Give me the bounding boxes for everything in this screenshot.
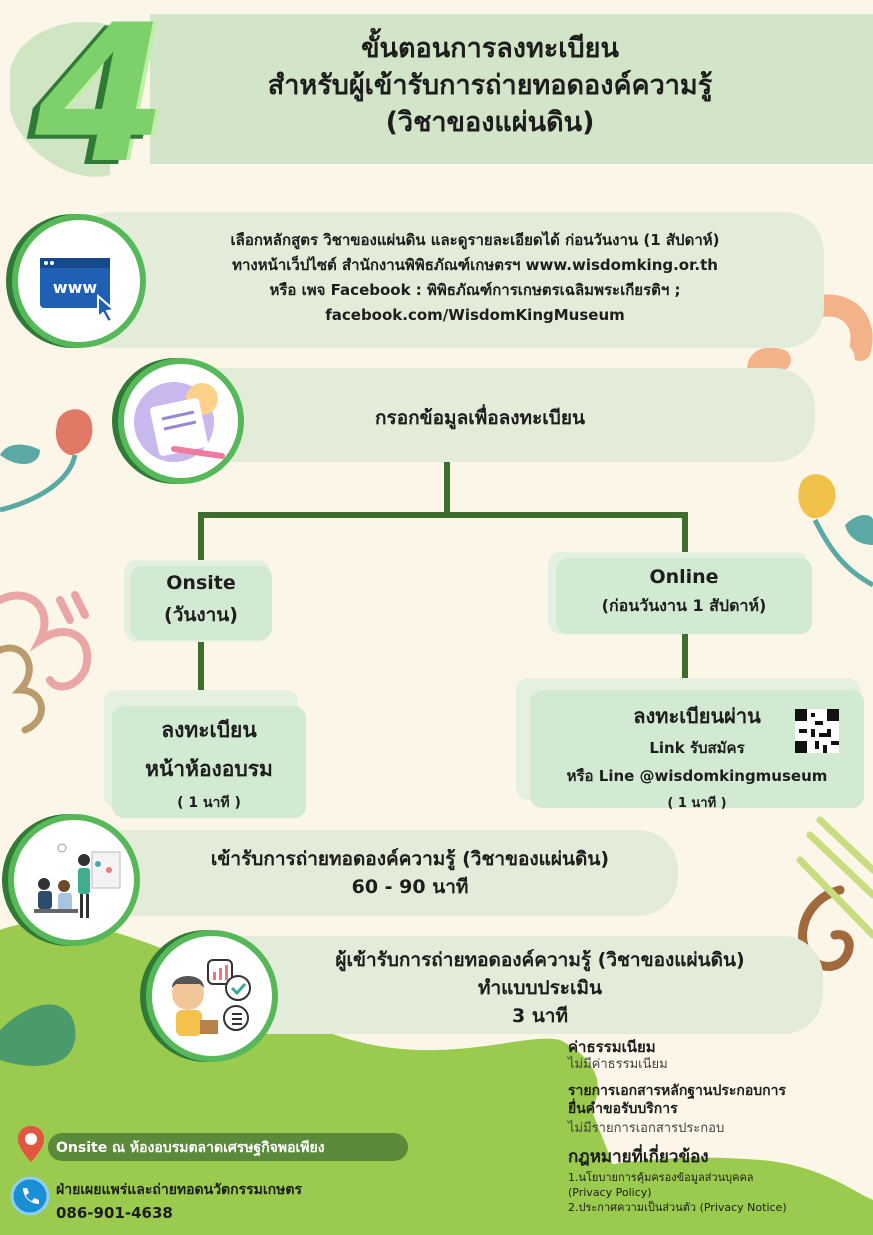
online-reg-line-3[interactable]: หรือ Line @wisdomkingmuseum [566,767,828,785]
online-box [556,558,812,634]
step1-line-1: เลือกหลักสูตร วิชาของแผ่นดิน และดูรายละเอียดได้ ก่อนวันงาน (1 สัปดาห์) [230,231,720,249]
location-text: Onsite ณ ห้องอบรมตลาดเศรษฐกิจพอเพียง [56,1140,325,1156]
step4-icon-circle [146,930,278,1062]
docs-text: ไม่มีรายการเอกสารประกอบ [568,1121,725,1136]
onsite-reg-line-2: หน้าห้องอบรม [145,757,273,781]
training-class-icon [14,820,134,940]
onsite-register-box [112,706,306,818]
connector-right-down [682,512,688,557]
law-title: กฎหมายที่เกี่ยวข้อง [568,1147,709,1167]
onsite-reg-time: ( 1 นาที ) [177,795,241,811]
fee-text: ไม่มีค่าธรรมเนียม [568,1057,668,1072]
title-line-1: ขั้นตอนการลงทะเบียน [361,33,619,64]
law-item-1-line-1[interactable]: 1.นโยบายการคุ้มครองข้อมูลส่วนบุคคล [568,1171,754,1184]
title-line-2: สำหรับผู้เข้ารับการถ่ายทอดองค์ความรู้ [267,70,713,101]
step1-icon-circle [12,214,146,348]
step4-line-3: 3 นาที [511,1005,569,1027]
step3-text [130,845,690,901]
online-subtitle: (ก่อนวันงาน 1 สัปดาห์) [601,596,767,615]
map-pin-icon [16,1124,46,1164]
docs-title-line-2: ยื่นคำขอรับบริการ [568,1101,678,1117]
step-number: 4 [35,0,168,205]
online-title: Online [649,566,719,588]
connector-horizontal [198,512,688,518]
connector-left-down [198,512,204,564]
step3-icon-circle [8,814,140,946]
onsite-reg-line-1: ลงทะเบียน [161,718,257,742]
step2-label: กรอกข้อมูลเพื่อลงทะเบียน [375,407,585,429]
connector-right-down-2 [682,634,688,678]
department-text: ฝ่ายเผยแพร่และถ่ายทอดนวัตกรรมเกษตร [56,1182,302,1198]
page-title [170,30,810,141]
step4-text [270,946,810,1030]
info-section [568,1038,868,1215]
onsite-subtitle: (วันงาน) [164,604,238,626]
phone-number[interactable]: 086-901-4638 [56,1204,173,1222]
docs-title-line-1: รายการเอกสารหลักฐานประกอบการ [568,1083,787,1099]
www-browser-icon [18,220,140,342]
qr-code-icon[interactable] [795,709,839,753]
step1-line-2[interactable]: ทางหน้าเว็ปไซต์ สำนักงานพิพิธภัณฑ์เกษตรฯ www.wisdomking.or.th [232,256,718,274]
law-item-1-line-2[interactable]: (Privacy Policy) [568,1186,652,1199]
step1-line-3: หรือ เพจ Facebook : พิพิธภัณฑ์การเกษตรเฉลิมพระเกียรติฯ ; [269,281,681,299]
fee-title: ค่าธรรมเนียม [568,1038,656,1056]
step1-text [130,228,820,328]
online-reg-line-2[interactable]: Link รับสมัคร [649,739,745,757]
form-pencil-icon [124,364,238,478]
step1-line-4[interactable]: facebook.com/WisdomKingMuseum [325,306,625,324]
step4-line-1: ผู้เข้ารับการถ่ายทอดองค์ความรู้ (วิชาของแผ่นดิน) [335,949,745,971]
step3-line-1: เข้ารับการถ่ายทอดองค์ความรู้ (วิชาของแผ่นดิน) [210,848,610,870]
step2-icon-circle [118,358,244,484]
step4-line-2: ทำแบบประเมิน [477,977,603,999]
title-line-3: (วิชาของแผ่นดิน) [385,107,595,138]
onsite-box [130,566,272,640]
connector-vertical-top [444,462,450,514]
svg-text:www: www [52,278,98,297]
connector-left-down-2 [198,642,204,690]
step3-line-2: 60 - 90 นาที [351,876,469,898]
law-item-2[interactable]: 2.ประกาศความเป็นส่วนตัว (Privacy Notice) [568,1201,787,1214]
evaluation-person-icon [152,936,272,1056]
online-reg-line-1: ลงทะเบียนผ่าน [633,704,761,728]
phone-icon[interactable] [10,1176,50,1216]
online-reg-time: ( 1 นาที ) [667,796,727,811]
onsite-title: Onsite [166,572,236,594]
